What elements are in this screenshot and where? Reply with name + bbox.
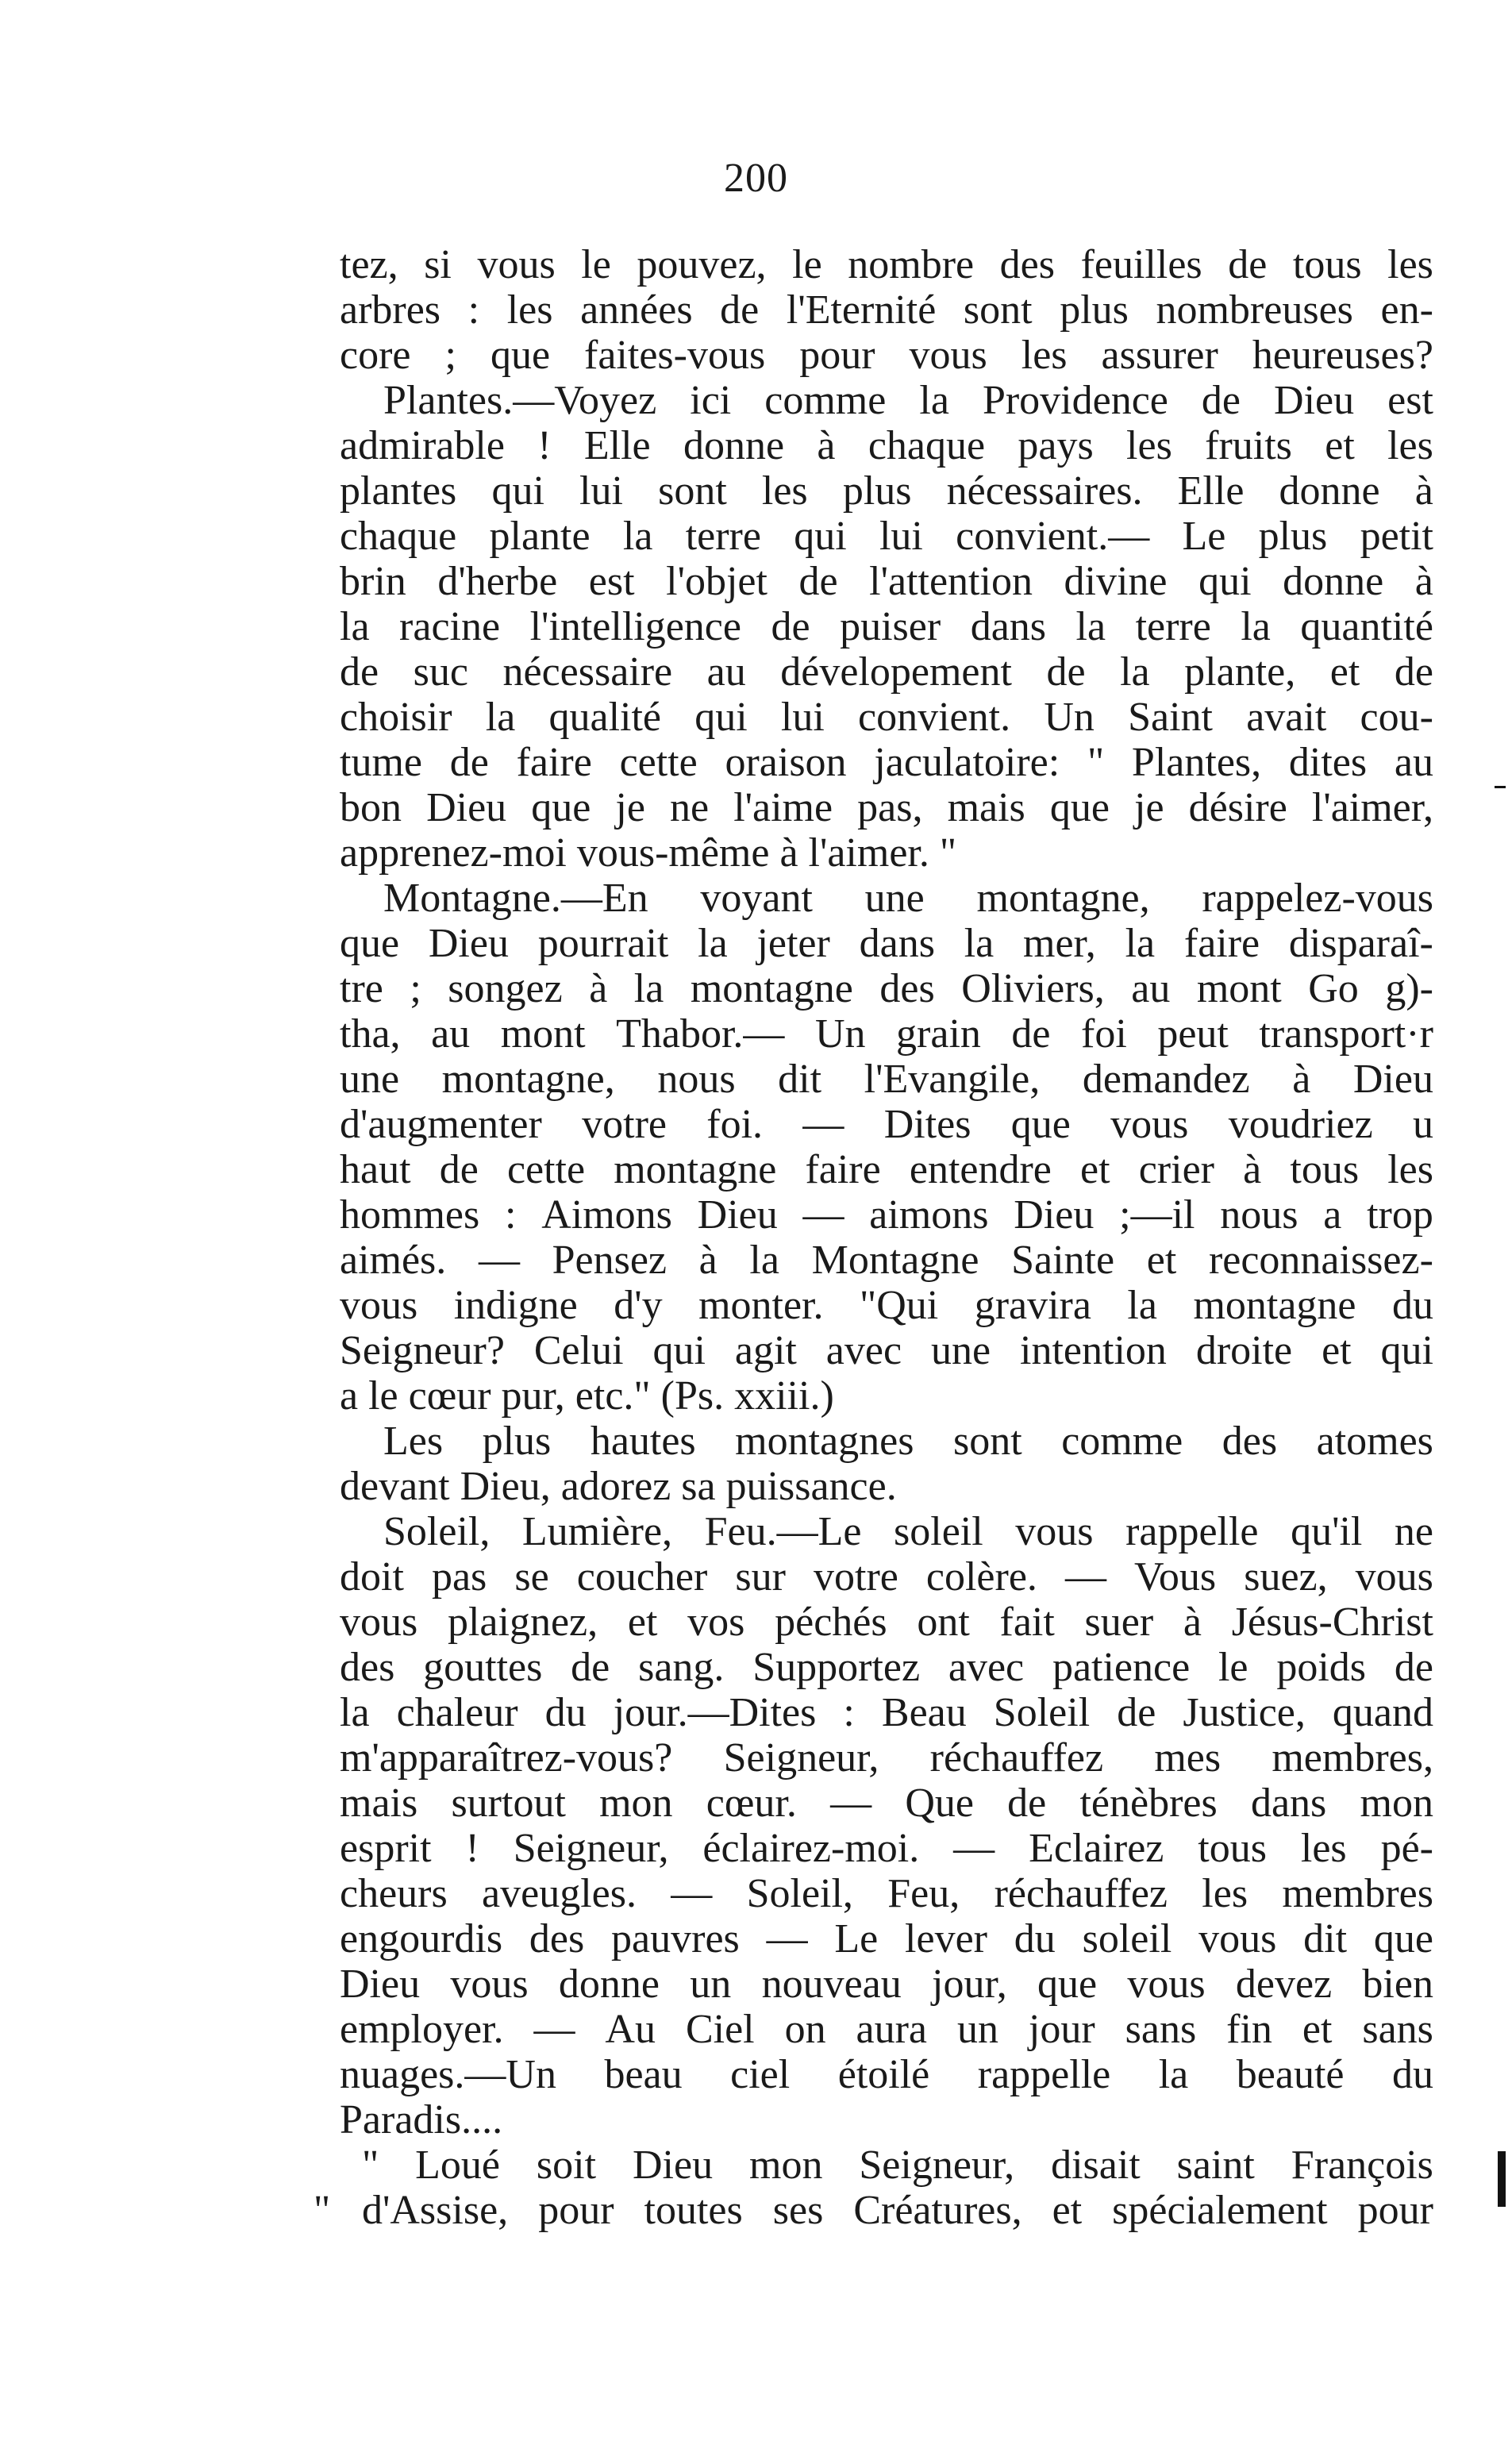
- text-line: aimés. — Pensez à la Montagne Sainte et reconnaissez-: [340, 1238, 1433, 1283]
- text-line: que Dieu pourrait la jeter dans la mer, la faire disparaî-: [340, 921, 1433, 966]
- text-line: admirable ! Elle donne à chaque pays les fruits et les: [340, 423, 1433, 468]
- text-line: esprit ! Seigneur, éclairez-moi. — Eclairez tous les pé-: [340, 1826, 1433, 1871]
- text-line: tha, au mont Thabor.— Un grain de foi peut transport·r: [340, 1011, 1433, 1057]
- text-line: Soleil, Lumière, Feu.—Le soleil vous rappelle qu'il ne: [383, 1509, 1433, 1554]
- text-line: des gouttes de sang. Supportez avec patience le poids de: [340, 1645, 1433, 1690]
- text-line: la chaleur du jour.—Dites : Beau Soleil de Justice, quand: [340, 1690, 1433, 1735]
- text-line: core ; que faites-vous pour vous les assurer heureuses?: [340, 333, 1433, 378]
- text-line: choisir la qualité qui lui convient. Un Saint avait cou-: [340, 695, 1433, 740]
- text-line: tez, si vous le pouvez, le nombre des feuilles de tous les: [340, 242, 1433, 287]
- text-line: hommes : Aimons Dieu — aimons Dieu ;—il nous a trop: [340, 1192, 1433, 1238]
- text-line: Dieu vous donne un nouveau jour, que vous devez bien: [340, 1962, 1433, 2007]
- text-line: tre ; songez à la montagne des Oliviers, au mont Go g)-: [340, 966, 1433, 1011]
- text-line: d'augmenter votre foi. — Dites que vous voudriez u: [340, 1102, 1433, 1147]
- text-line: tume de faire cette oraison jaculatoire: " Plantes, dites au: [340, 740, 1433, 785]
- text-line: d'Assise, pour toutes ses Créatures, et spécialement pour: [362, 2188, 1433, 2233]
- text-line: la racine l'intelligence de puiser dans la terre la quantité: [340, 604, 1433, 649]
- text-line: vous plaignez, et vos péchés ont fait suer à Jésus-Christ: [340, 1600, 1433, 1645]
- text-line: Les plus hautes montagnes sont comme des atomes: [383, 1419, 1433, 1464]
- text-line: apprenez-moi vous-même à l'aimer. ": [340, 830, 957, 876]
- text-line: plantes qui lui sont les plus nécessaires. Elle donne à: [340, 468, 1433, 514]
- margin-quote-mark: ": [314, 2188, 331, 2233]
- text-line: Plantes.—Voyez ici comme la Providence de Dieu est: [383, 378, 1433, 423]
- text-line: nuages.—Un beau ciel étoilé rappelle la beauté du: [340, 2052, 1433, 2097]
- page-edge-mark: [1495, 786, 1506, 788]
- text-line: doit pas se coucher sur votre colère. — Vous suez, vous: [340, 1554, 1433, 1600]
- text-line: Seigneur? Celui qui agit avec une intention droite et qui: [340, 1328, 1433, 1373]
- page-edge-mark: [1498, 2151, 1506, 2207]
- text-line: brin d'herbe est l'objet de l'attention divine qui donne à: [340, 559, 1433, 604]
- page-number: 200: [724, 156, 788, 201]
- text-line: cheurs aveugles. — Soleil, Feu, réchauffez les membres: [340, 1871, 1433, 1916]
- text-line: engourdis des pauvres — Le lever du soleil vous dit que: [340, 1916, 1433, 1962]
- text-line: haut de cette montagne faire entendre et crier à tous les: [340, 1147, 1433, 1192]
- text-line: vous indigne d'y monter. "Qui gravira la montagne du: [340, 1283, 1433, 1328]
- text-line: " Loué soit Dieu mon Seigneur, disait saint François: [362, 2142, 1433, 2188]
- text-line: Montagne.—En voyant une montagne, rappelez-vous: [383, 876, 1433, 921]
- text-line: mais surtout mon cœur. — Que de ténèbres dans mon: [340, 1781, 1433, 1826]
- text-line: employer. — Au Ciel on aura un jour sans fin et sans: [340, 2007, 1433, 2052]
- text-line: Paradis....: [340, 2097, 503, 2142]
- text-line: chaque plante la terre qui lui convient.— Le plus petit: [340, 514, 1433, 559]
- text-line: a le cœur pur, etc." (Ps. xxiii.): [340, 1373, 834, 1419]
- text-line: une montagne, nous dit l'Evangile, demandez à Dieu: [340, 1057, 1433, 1102]
- text-line: de suc nécessaire au dévelopement de la plante, et de: [340, 649, 1433, 695]
- text-line: arbres : les années de l'Eternité sont plus nombreuses en-: [340, 287, 1433, 333]
- text-line: bon Dieu que je ne l'aime pas, mais que je désire l'aimer,: [340, 785, 1433, 830]
- text-line: m'apparaîtrez-vous? Seigneur, réchauffez mes membres,: [340, 1735, 1433, 1781]
- body-text: [340, 242, 1433, 2233]
- text-line: devant Dieu, adorez sa puissance.: [340, 1464, 897, 1509]
